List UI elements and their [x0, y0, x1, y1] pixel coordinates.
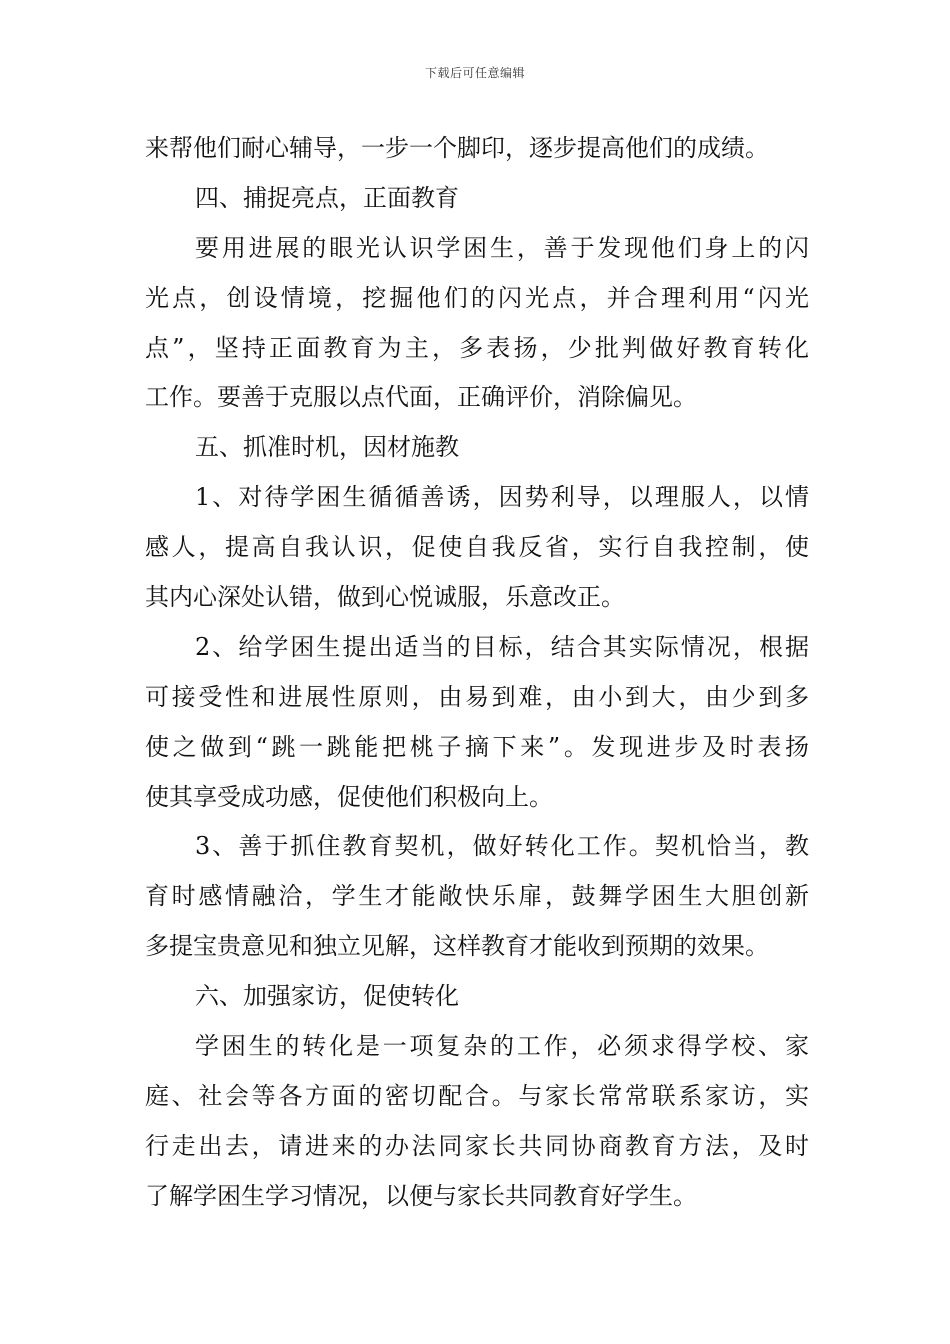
text-line: 六、加强家访，促使转化	[195, 982, 459, 1011]
text-line: 多提宝贵意见和独立见解，这样教育才能收到预期的效果。	[145, 932, 769, 961]
text-line: 育时感情融洽，学生才能敞快乐扉，鼓舞学困生大胆创新	[145, 882, 809, 911]
text-line: 工作。要善于克服以点代面，正确评价，消除偏见。	[145, 383, 697, 412]
text-line: 光点，创设情境，挖掘他们的闪光点，并合理利用“闪光	[145, 283, 809, 312]
text-line: 来帮他们耐心辅导，一步一个脚印，逐步提高他们的成绩。	[145, 134, 769, 162]
page-header: 下载后可任意编辑	[424, 66, 525, 80]
text-line: 可接受性和进展性原则，由易到难，由小到大，由少到多	[145, 682, 809, 711]
text-line: 了解学困生学习情况，以便与家长共同教育好学生。	[145, 1181, 697, 1210]
text-line: 行走出去，请进来的办法同家长共同协商教育方法，及时	[145, 1131, 809, 1160]
text-line: 五、抓准时机，因材施教	[195, 433, 459, 462]
text-line: 2、给学困生提出适当的目标，结合其实际情况，根据	[195, 632, 809, 661]
text-line: 学困生的转化是一项复杂的工作，必须求得学校、家	[195, 1032, 809, 1061]
text-line: 3、善于抓住教育契机，做好转化工作。契机恰当，教	[195, 832, 809, 861]
text-line: 感人，提高自我认识，促使自我反省，实行自我控制，使	[145, 533, 809, 562]
text-line: 使其享受成功感，促使他们积极向上。	[145, 782, 553, 811]
text-line: 其内心深处认错，做到心悦诚服，乐意改正。	[145, 583, 625, 612]
text-line: 使之做到“跳一跳能把桃子摘下来”。发现进步及时表扬	[145, 732, 809, 761]
document-body	[145, 124, 809, 1222]
text-line: 要用进展的眼光认识学困生，善于发现他们身上的闪	[195, 233, 809, 262]
text-line: 1、对待学困生循循善诱，因势利导，以理服人，以情	[195, 483, 809, 512]
text-line: 庭、社会等各方面的密切配合。与家长常常联系家访，实	[145, 1081, 809, 1110]
text-line: 四、捕捉亮点，正面教育	[195, 183, 459, 212]
text-line: 点”，坚持正面教育为主，多表扬，少批判做好教育转化	[145, 333, 809, 362]
